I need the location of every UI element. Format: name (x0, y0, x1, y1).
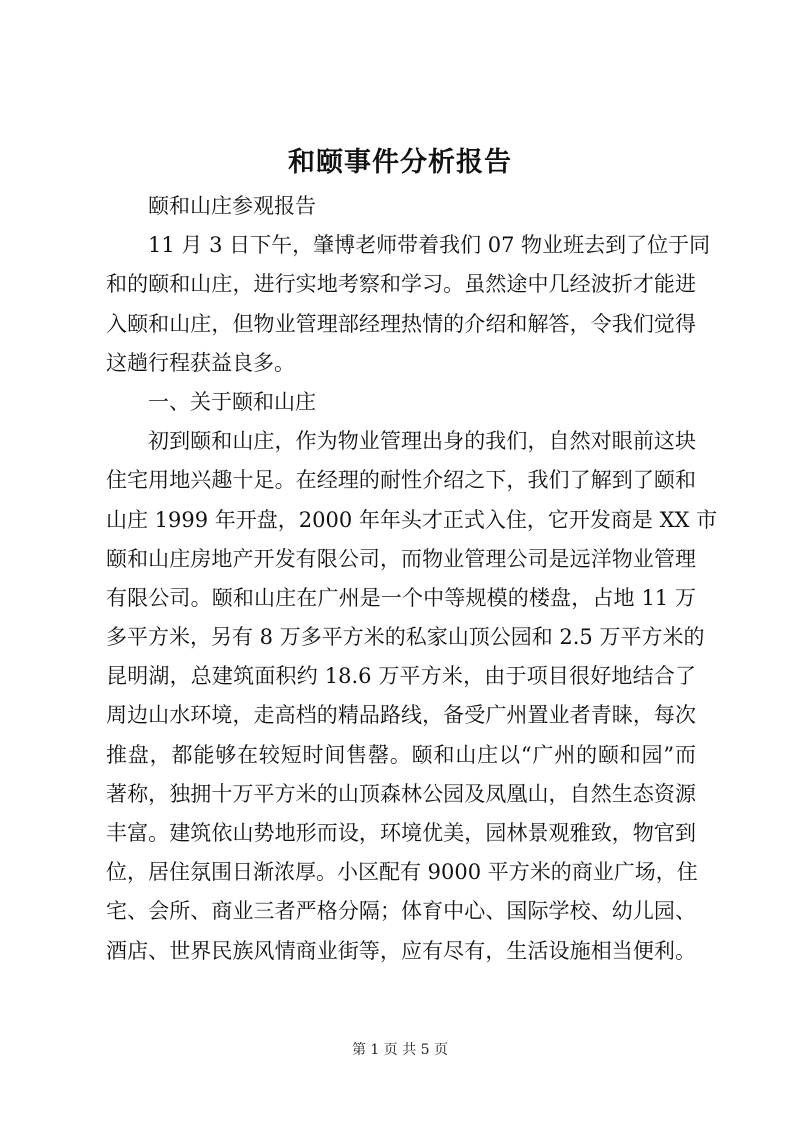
paragraph-line: 入颐和山庄，但物业管理部经理热情的介绍和解答，令我们觉得 (106, 311, 696, 336)
paragraph-line: 著称，独拥十万平方米的山顶森林公园及凤凰山，自然生态资源 (106, 781, 696, 806)
paragraph-line: 和的颐和山庄，进行实地考察和学习。虽然途中几经波折才能进 (106, 272, 696, 297)
paragraph-line: 有限公司。颐和山庄在广州是一个中等规模的楼盘，占地 11 万 (106, 585, 696, 610)
paragraph-line: 宅、会所、商业三者严格分隔；体育中心、国际学校、幼儿园、 (106, 899, 696, 924)
paragraph-line: 酒店、世界民族风情商业街等，应有尽有，生活设施相当便利。 (106, 938, 696, 963)
document-title: 和颐事件分析报告 (288, 147, 512, 178)
paragraph-line: 山庄 1999 年开盘，2000 年年头才正式入住，它开发商是 XX 市 (106, 507, 718, 532)
section-heading: 一、关于颐和山庄 (148, 389, 316, 414)
paragraph-line: 推盘，都能够在较短时间售罄。颐和山庄以“广州的颐和园”而 (106, 742, 696, 767)
paragraph-line: 初到颐和山庄，作为物业管理出身的我们，自然对眼前这块 (148, 429, 696, 454)
subtitle-line: 颐和山庄参观报告 (148, 194, 316, 218)
paragraph-line: 昆明湖，总建筑面积约 18.6 万平方米，由于项目很好地结合了 (106, 664, 696, 689)
document-body (106, 187, 718, 971)
paragraph-line: 11 月 3 日下午，肇博老师带着我们 07 物业班去到了位于同 (148, 233, 711, 258)
paragraph-line: 颐和山庄房地产开发有限公司，而物业管理公司是远洋物业管理 (106, 546, 696, 571)
paragraph-1 (106, 226, 711, 383)
paragraph-line: 丰富。建筑依山势地形而设，环境优美，园林景观雅致，物官到 (106, 821, 696, 845)
paragraph-line: 住宅用地兴趣十足。在经理的耐性介绍之下，我们了解到了颐和 (106, 468, 696, 493)
paragraph-2 (106, 422, 718, 971)
paragraph-line: 多平方米，另有 8 万多平方米的私家山顶公园和 2.5 万平方米的 (106, 625, 705, 650)
paragraph-line: 位，居住氛围日渐浓厚。小区配有 9000 平方米的商业广场，住 (106, 860, 698, 885)
paragraph-line: 周边山水环境，走高档的精品路线，备受广州置业者青睐，每次 (106, 703, 696, 728)
paragraph-line: 这趟行程获益良多。 (106, 350, 295, 375)
page-number-footer: 第 1 页 共 5 页 (351, 1042, 449, 1058)
